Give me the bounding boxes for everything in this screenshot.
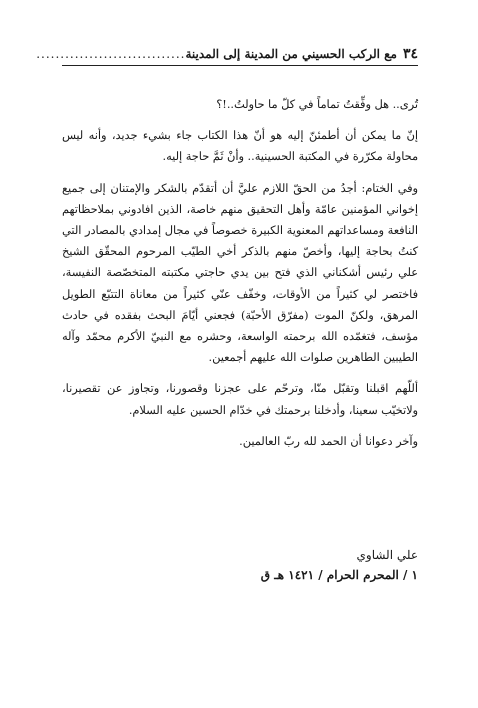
page-number: ٣٤ [402,46,418,62]
paragraph-prayer: أللّهم اقبلنا وتقبّل منّا، وترحّم على عجزنا وقصورنا، وتجاوز عن تقصيرنا، ولاتخيّب سعينا، وأدخلنا برحمتك في خدّام الحسين عليه السلام. [62,382,418,417]
page-header [36,44,418,64]
body-text [62,94,418,462]
author-name: علي الشاوي [356,548,418,562]
signoff [261,545,418,585]
header-dots: ............................... [36,47,186,61]
signoff-date: ١ / المحرم الحرام / ١٤٢١ هـ ق [260,568,418,582]
header-rule [62,65,418,66]
paragraph-reassurance: إنّ ما يمكن أن أطمئنّ إليه هو أنّ هذا الكتاب جاء بشيء جديد، وأنه ليس محاولة مكرّرة في المكتبة الحسينية.. وأنْ ثَمَّ حاجة إليه. [62,129,418,164]
paragraph-closing: وآخر دعوانا أن الحمد لله ربّ العالمين. [239,434,418,448]
paragraph-question: تُرى.. هل وفِّقتُ تماماً في كلّ ما حاولتُ..!؟ [216,98,418,111]
paragraph-acknowledgement: وفي الختام: أجدُ من الحقّ اللازم عليَّ أن أتقدّم بالشكر والإمتنان إلى جميع إخواني المؤمنين عامّة وأهل التحقيق منهم خاصة، الذين افادوني بملاحظاتهم النافعة ومساعداتهم المعنوية الكبيرة خصوصاً في مجال إمدادي بالمصادر التي كنتُ بحاجة إليها، وأخصّ منهم بالذكر أخي الطيّب المرحوم المحقّق الشيخ علي رئيس أشكناني الذي فتح بين يدي حاجتي مكتبته المتخصّصة النفيسة، فاختصر لي كثيراً من الأوقات، وخفّف عنّي كثيراً من معاناة التتبّع الطويل المرهق، ولكنّ الموت (مفرّق الأحبّة) فجعني أيّامَ البحث بفقده في حادث مؤسف، فتغمّده الله برحمته الواسعة، وحشره مع النبيّ الأكرم محمّد وآله الطيبين الطاهرين صلوات الله عليهم أجمعين. [62,181,418,365]
running-title: مع الركب الحسيني من المدينة إلى المدينة [185,47,397,61]
